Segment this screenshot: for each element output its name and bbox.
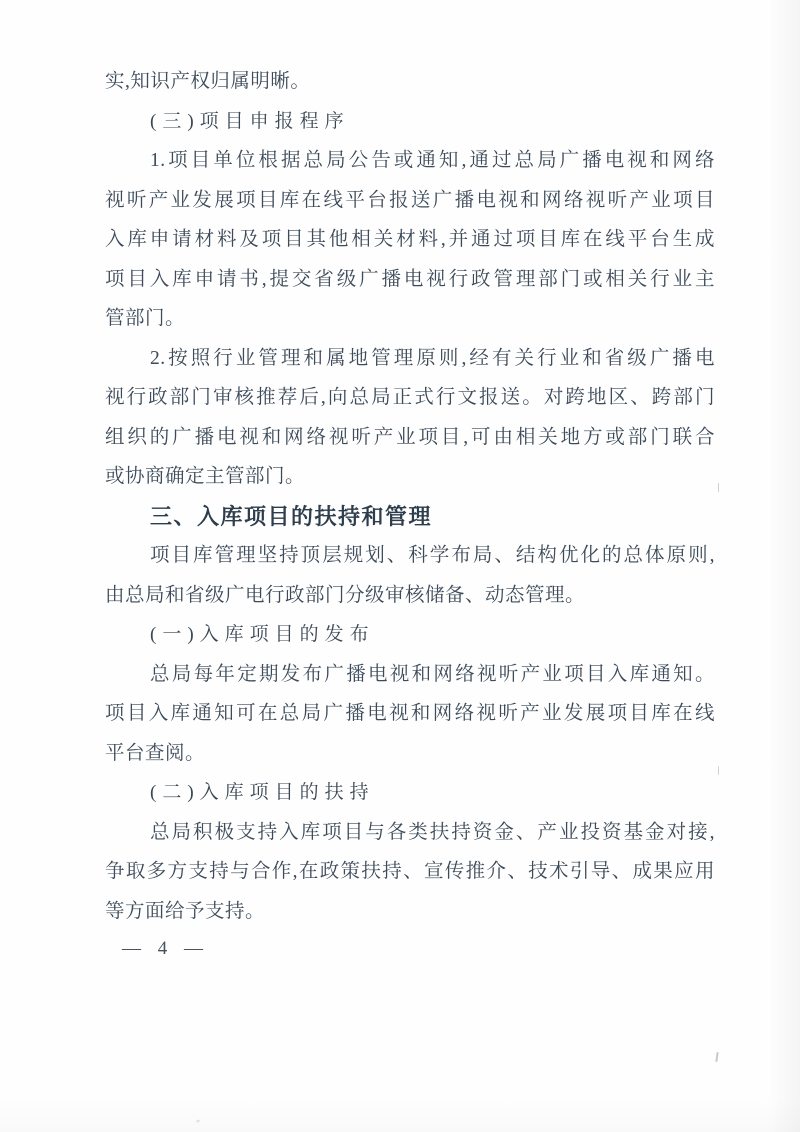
subsection-heading: (一)入库项目的发布 [150, 624, 375, 645]
paragraph-line: 项目入库通知可在总局广播电视和网络视听产业发展项目库在线 [105, 703, 715, 724]
paragraph-line: 争取多方支持与合作,在政策扶持、宣传推介、技术引导、成果应用 [105, 861, 715, 882]
paragraph-line: 1.项目单位根据总局公告或通知,通过总局广播电视和网络 [150, 150, 715, 171]
subsection-heading: (三)项目申报程序 [150, 110, 350, 132]
subsection-heading: (二)入库项目的扶持 [150, 782, 375, 803]
scan-artifact [718, 483, 719, 492]
paragraph-line: 2.按照行业管理和属地管理原则,经有关行业和省级广播电 [150, 347, 715, 369]
section-heading: 三、入库项目的扶持和管理 [150, 503, 433, 529]
paragraph-line: 总局积极支持入库项目与各类扶持资金、产业投资基金对接, [150, 821, 715, 843]
paragraph-line: 等方面给予支持。 [105, 900, 266, 922]
paragraph-line: 视听产业发展项目库在线平台报送广播电视和网络视听产业项目 [105, 189, 715, 211]
paragraph-line: 组织的广播电视和网络视听产业项目,可由相关地方或部门联合 [105, 426, 715, 448]
paragraph-line: 视行政部门审核推荐后,向总局正式行文报送。对跨地区、跨部门 [105, 387, 715, 408]
paragraph-line: 管部门。 [105, 308, 186, 329]
paragraph-line: 入库申请材料及项目其他相关材料,并通过项目库在线平台生成 [105, 229, 715, 250]
paragraph-line: 实,知识产权归属明晰。 [105, 71, 311, 92]
paragraph-line: 项目入库申请书,提交省级广播电视行政管理部门或相关行业主 [105, 268, 715, 290]
scan-artifact [196, 1119, 200, 1122]
document-text-block [105, 62, 715, 931]
paragraph-line: 由总局和省级广电行政部门分级审核储备、动态管理。 [105, 584, 586, 606]
scan-artifact [715, 1052, 718, 1062]
paragraph-line: 总局每年定期发布广播电视和网络视听产业项目入库通知。 [150, 663, 715, 685]
paragraph-line: 平台查阅。 [105, 742, 206, 764]
paragraph-line: 项目库管理坚持顶层规划、科学布局、结构优化的总体原则, [150, 545, 715, 566]
scan-artifact [718, 766, 719, 775]
paragraph-line: 或协商确定主管部门。 [105, 466, 306, 487]
page-number: — 4 — [122, 938, 205, 959]
